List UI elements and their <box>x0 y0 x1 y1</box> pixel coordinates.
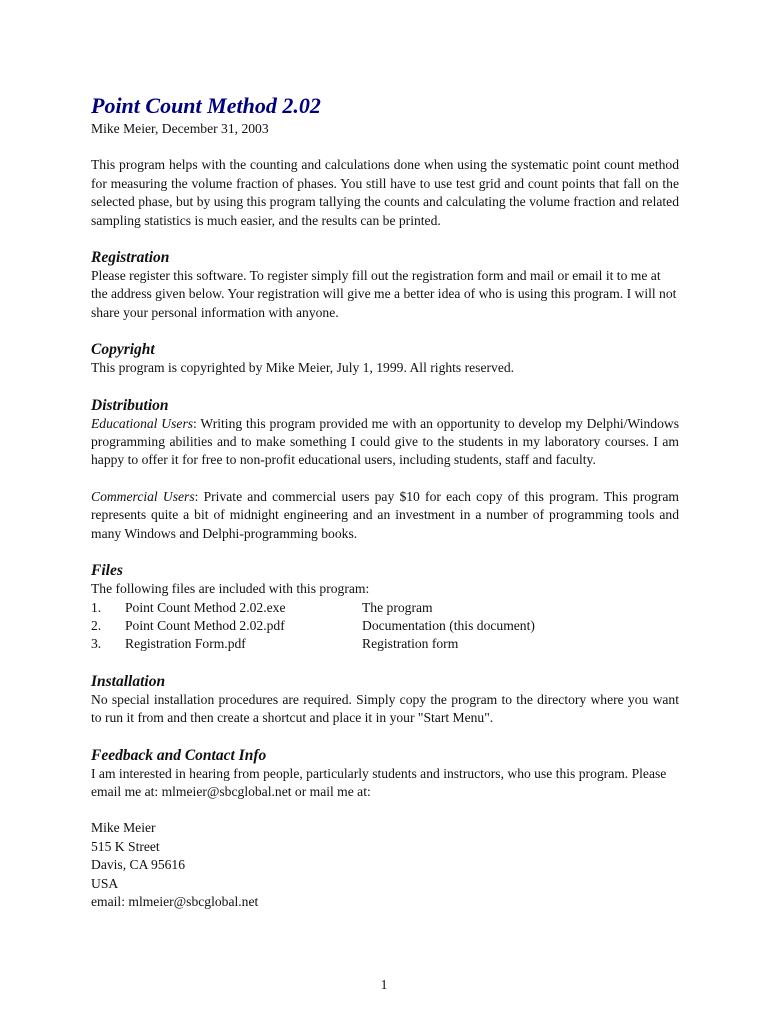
educational-users-paragraph <box>91 415 679 470</box>
list-item <box>91 635 679 653</box>
installation-heading: Installation <box>91 672 166 690</box>
feedback-paragraph: I am interested in hearing from people, particularly students and instructors, who use this program. Please email me at: mlmeier@sbcglobal.net or mail me at: <box>91 765 667 799</box>
distribution-heading: Distribution <box>91 396 169 414</box>
file-number: 2. <box>91 617 102 633</box>
file-name: Point Count Method 2.02.pdf <box>125 617 285 633</box>
address-name: Mike Meier <box>91 820 156 836</box>
spacer <box>91 654 679 672</box>
file-number: 1. <box>91 599 102 615</box>
file-description: Registration form <box>362 636 459 652</box>
file-name: Point Count Method 2.02.exe <box>125 599 286 615</box>
list-item <box>91 617 679 635</box>
page-number: 1 <box>380 977 388 992</box>
file-description: The program <box>362 599 433 615</box>
file-number: 3. <box>91 636 102 652</box>
feedback-heading: Feedback and Contact Info <box>91 746 267 764</box>
files-list <box>91 599 679 654</box>
document-page <box>91 92 679 911</box>
document-title: Point Count Method 2.02 <box>91 93 321 118</box>
byline: Mike Meier, December 31, 2003 <box>91 121 269 136</box>
intro-paragraph: This program helps with the counting and calculations done when using the systematic point count method for measuring the volume fraction of phases. You still have to use test grid and count points that fall on the selected phase, but by using this program tallying the counts and calculating the volume fraction and related sampling statistics is much easier, and the results can be printed. <box>91 157 679 228</box>
address-country: USA <box>91 875 119 891</box>
list-item <box>91 599 679 617</box>
registration-heading: Registration <box>91 249 170 267</box>
educational-users-label: Educational Users <box>91 415 194 431</box>
mailing-address <box>91 819 679 911</box>
files-heading: Files <box>91 562 123 580</box>
file-description: Documentation (this document) <box>362 617 535 633</box>
installation-paragraph: No special installation procedures are required. Simply copy the program to the directory where you want to run it from and then create a shortcut and place it in your "Start Menu". <box>91 691 679 726</box>
copyright-heading: Copyright <box>91 341 155 359</box>
address-email: email: mlmeier@sbcglobal.net <box>91 893 259 909</box>
files-intro: The following files are included with this program: <box>91 581 370 597</box>
educational-users-text: : Writing this program provided me with an opportunity to develop my Delphi/Windows programming abilities and to make something I could give to the students in my laboratory courses. I am happy to offer it for free to non-profit educational users, including students, staff and faculty. <box>91 415 679 468</box>
registration-paragraph: Please register this software. To register simply fill out the registration form and mail or email it to me at the address given below. Your registration will give me a better idea of who is using this program. I will not share your personal information with anyone. <box>91 268 677 320</box>
commercial-users-text: : Private and commercial users pay $10 for each copy of this program. This program represents quite a bit of midnight engineering and an investment in a number of programming tools and many Windows and Delphi-programming books. <box>91 488 679 541</box>
commercial-users-paragraph <box>91 488 679 543</box>
address-street: 515 K Street <box>91 838 160 854</box>
commercial-users-label: Commercial Users <box>91 488 195 504</box>
file-name: Registration Form.pdf <box>125 636 246 652</box>
address-city: Davis, CA 95616 <box>91 857 186 873</box>
copyright-paragraph: This program is copyrighted by Mike Meier, July 1, 1999. All rights reserved. <box>91 360 515 376</box>
